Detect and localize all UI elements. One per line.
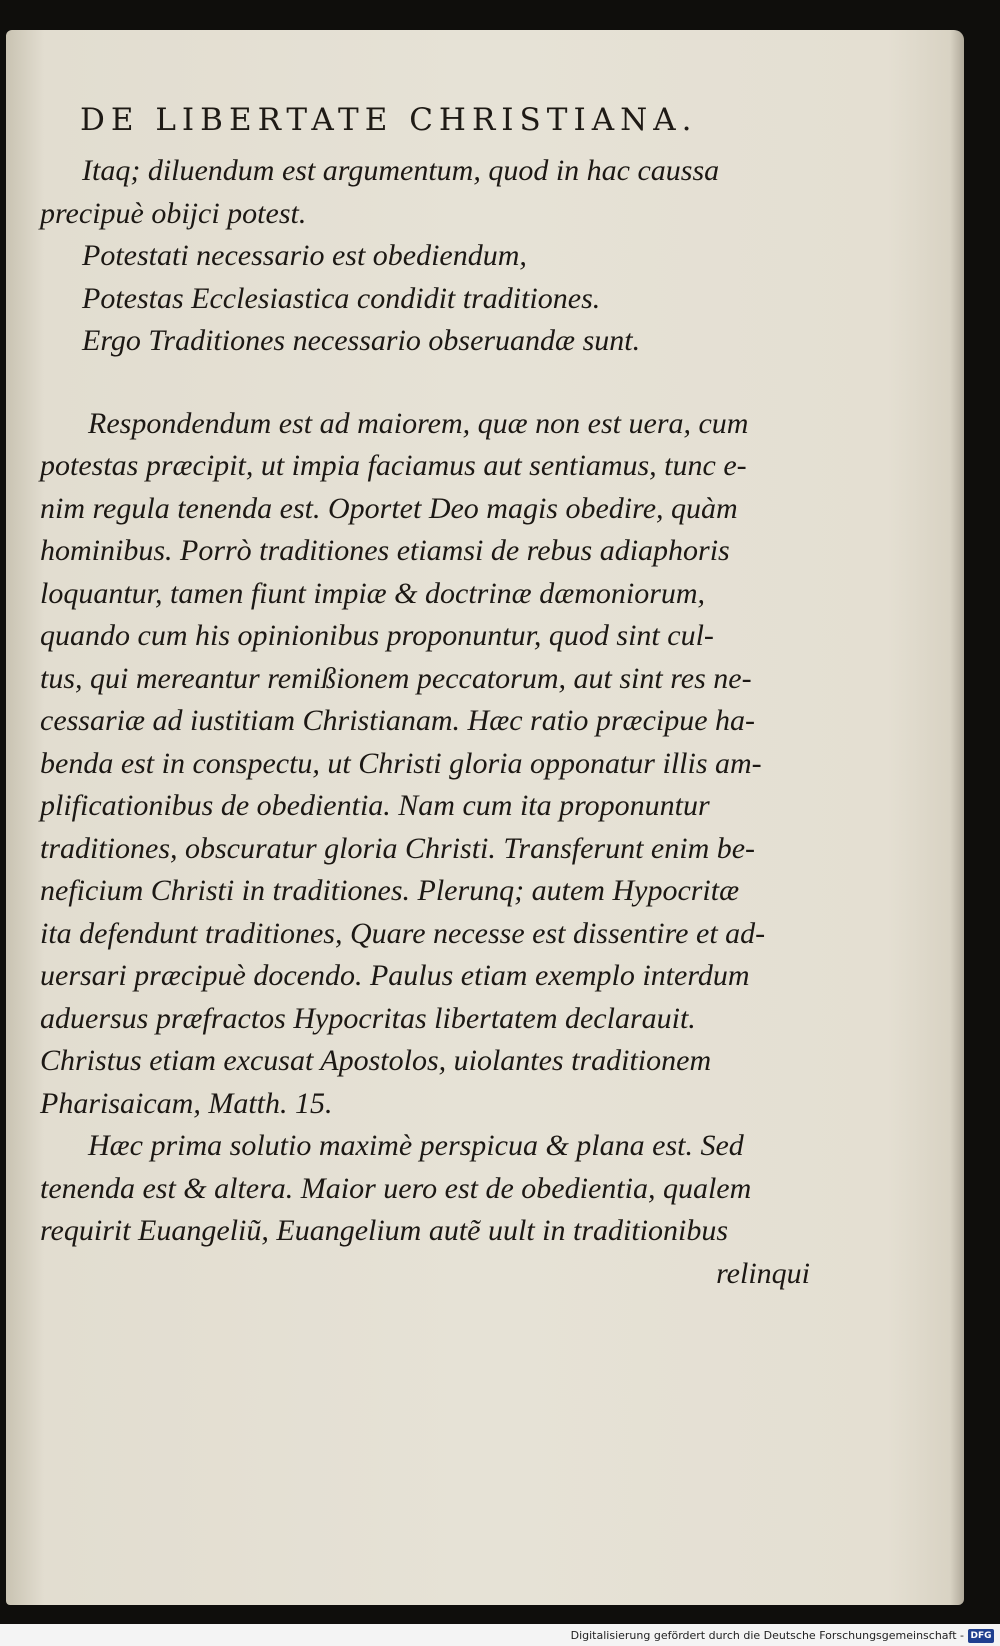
paragraph-line: cessariæ ad iustitiam Christianam. Hæc ratio præcipue ha-: [40, 704, 756, 737]
paragraph-line: benda est in conspectu, ut Christi gloria opponatur illis am-: [40, 746, 762, 780]
paragraph-line: plificationibus de obedientia. Nam cum ita proponuntur: [40, 789, 710, 822]
paragraph-line: tenenda est & altera. Maior uero est de obedientia, qualem: [40, 1171, 752, 1205]
page-edge-shadow: [950, 30, 964, 1605]
syllogism-major: Potestati necessario est obediendum,: [82, 239, 527, 272]
paragraph-line: neficium Christi in traditiones. Plerunq; autem Hypocritæ: [40, 874, 740, 907]
dfg-logo-icon: DFG: [968, 1629, 994, 1643]
paragraph-line: loquantur, tamen fiunt impiæ & doctrinæ dæmoniorum,: [40, 576, 706, 610]
syllogism: [40, 235, 810, 363]
text-block: [40, 150, 810, 1295]
paragraph-line: Pharisaicam, Matth. 15.: [40, 1086, 333, 1120]
paragraph-line: aduersus præfractos Hypocritas libertatem declarauit.: [40, 1001, 696, 1035]
paragraph-line: nim regula tenenda est. Oportet Deo magis obedire, quàm: [40, 491, 738, 525]
paragraph-gap: [40, 363, 810, 403]
paragraph-line: tus, qui mereantur remißionem peccatorum, aut sint res ne-: [40, 661, 752, 695]
paragraph-line: potestas præcipit, ut impia faciamus aut sentiamus, tunc e-: [40, 449, 747, 482]
running-head: DE LIBERTATE CHRISTIANA.: [80, 102, 698, 138]
intro-line: Itaq; diluendum est argumentum, quod in hac caussa: [82, 154, 720, 187]
funding-credit: Digitalisierung gefördert durch die Deutsche Forschungsgemeinschaft -: [570, 1629, 964, 1642]
catchword: relinqui: [716, 1256, 810, 1290]
paragraph-second-solution: [40, 1125, 810, 1253]
paragraph-line: traditiones, obscuratur gloria Christi. Transferunt enim be-: [40, 831, 756, 865]
paragraph-line: requirit Euangeliũ, Euangelium autẽ uult in traditionibus: [40, 1214, 729, 1247]
paragraph-line: Respondendum est ad maiorem, quæ non est uera, cum: [88, 406, 749, 440]
paragraph-line: hominibus. Porrò traditiones etiamsi de rebus adiaphoris: [40, 534, 730, 567]
syllogism-minor: Potestas Ecclesiastica condidit traditiones.: [82, 281, 601, 315]
footer-bar: [0, 1624, 1000, 1646]
paragraph-response: [40, 403, 810, 1126]
paragraph-line: uersari præcipuè docendo. Paulus etiam exemplo interdum: [40, 959, 750, 992]
intro-line: precipuè obijci potest.: [40, 196, 307, 230]
syllogism-conclusion: Ergo Traditiones necessario obseruandæ sunt.: [82, 324, 641, 357]
paragraph-line: Hæc prima solutio maximè perspicua & plana est. Sed: [88, 1129, 744, 1162]
paragraph-line: ita defendunt traditiones, Quare necesse est dissentire et ad-: [40, 916, 766, 950]
paragraph-line: Christus etiam excusat Apostolos, uiolantes traditionem: [40, 1044, 712, 1077]
paragraph-line: quando cum his opinionibus proponuntur, quod sint cul-: [40, 619, 714, 652]
